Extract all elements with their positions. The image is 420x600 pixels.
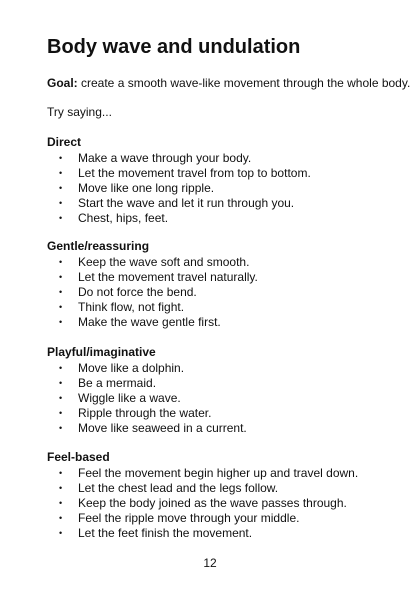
list-item — [47, 376, 407, 391]
list-item — [47, 391, 407, 406]
list-item — [47, 285, 407, 300]
bullet-icon: • — [59, 213, 63, 223]
bullet-icon: • — [59, 153, 63, 163]
list-item — [47, 421, 407, 436]
list-item-text: Let the movement travel from top to bottom. — [78, 166, 311, 180]
bullet-icon: • — [59, 498, 63, 508]
list-item — [47, 481, 407, 496]
bullet-icon: • — [59, 363, 63, 373]
phrase-list — [47, 151, 407, 226]
phrase-list — [47, 361, 407, 436]
list-item-text: Wiggle like a wave. — [78, 391, 181, 405]
bullet-icon: • — [59, 408, 63, 418]
list-item — [47, 511, 407, 526]
list-item-text: Chest, hips, feet. — [78, 211, 169, 225]
bullet-icon: • — [59, 528, 63, 538]
phrase-list — [47, 255, 407, 330]
list-item-text: Move like seaweed in a current. — [78, 421, 247, 435]
section-gentle-reassuring — [47, 238, 407, 330]
list-item-text: Start the wave and let it run through you. — [78, 196, 295, 210]
section-feel-based — [47, 449, 407, 541]
section-heading: Direct — [47, 135, 82, 149]
section-playful-imaginative — [47, 344, 407, 436]
list-item-text: Let the chest lead and the legs follow. — [78, 481, 279, 495]
list-item — [47, 496, 407, 511]
list-item — [47, 361, 407, 376]
goal-statement — [47, 75, 410, 91]
list-item-text: Do not force the bend. — [78, 285, 197, 299]
bullet-icon: • — [59, 513, 63, 523]
try-saying-prompt: Try saying... — [47, 105, 112, 119]
list-item-text: Feel the movement begin higher up and travel down. — [78, 466, 359, 480]
bullet-icon: • — [59, 393, 63, 403]
bullet-icon: • — [59, 257, 63, 267]
list-item-text: Ripple through the water. — [78, 406, 212, 420]
page-number: 12 — [203, 556, 217, 570]
section-direct — [47, 134, 407, 226]
list-item-text: Move like one long ripple. — [78, 181, 215, 195]
bullet-icon: • — [59, 168, 63, 178]
bullet-icon: • — [59, 183, 63, 193]
bullet-icon: • — [59, 378, 63, 388]
list-item — [47, 466, 407, 481]
bullet-icon: • — [59, 198, 63, 208]
list-item — [47, 526, 407, 541]
bullet-icon: • — [59, 468, 63, 478]
list-item-text: Be a mermaid. — [78, 376, 157, 390]
bullet-icon: • — [59, 272, 63, 282]
list-item — [47, 270, 407, 285]
section-heading: Feel-based — [47, 450, 110, 464]
bullet-icon: • — [59, 423, 63, 433]
list-item-text: Make a wave through your body. — [78, 151, 252, 165]
bullet-icon: • — [59, 287, 63, 297]
list-item-text: Keep the wave soft and smooth. — [78, 255, 250, 269]
list-item-text: Move like a dolphin. — [78, 361, 185, 375]
list-item-text: Keep the body joined as the wave passes through. — [78, 496, 347, 510]
list-item — [47, 255, 407, 270]
list-item — [47, 315, 407, 330]
list-item-text: Think flow, not fight. — [78, 300, 185, 314]
list-item-text: Make the wave gentle first. — [78, 315, 221, 329]
list-item — [47, 211, 407, 226]
list-item — [47, 151, 407, 166]
list-item — [47, 166, 407, 181]
page-title: Body wave and undulation — [47, 36, 301, 58]
goal-label: Goal: — [47, 76, 78, 90]
goal-text: create a smooth wave-like movement through the whole body. — [77, 76, 411, 90]
phrase-list — [47, 466, 407, 541]
list-item — [47, 181, 407, 196]
list-item — [47, 196, 407, 211]
section-heading: Playful/imaginative — [47, 345, 156, 359]
list-item — [47, 300, 407, 315]
list-item-text: Let the movement travel naturally. — [78, 270, 258, 284]
list-item-text: Let the feet finish the movement. — [78, 526, 253, 540]
bullet-icon: • — [59, 302, 63, 312]
section-heading: Gentle/reassuring — [47, 239, 150, 253]
list-item — [47, 406, 407, 421]
list-item-text: Feel the ripple move through your middle. — [78, 511, 300, 525]
bullet-icon: • — [59, 483, 63, 493]
bullet-icon: • — [59, 317, 63, 327]
